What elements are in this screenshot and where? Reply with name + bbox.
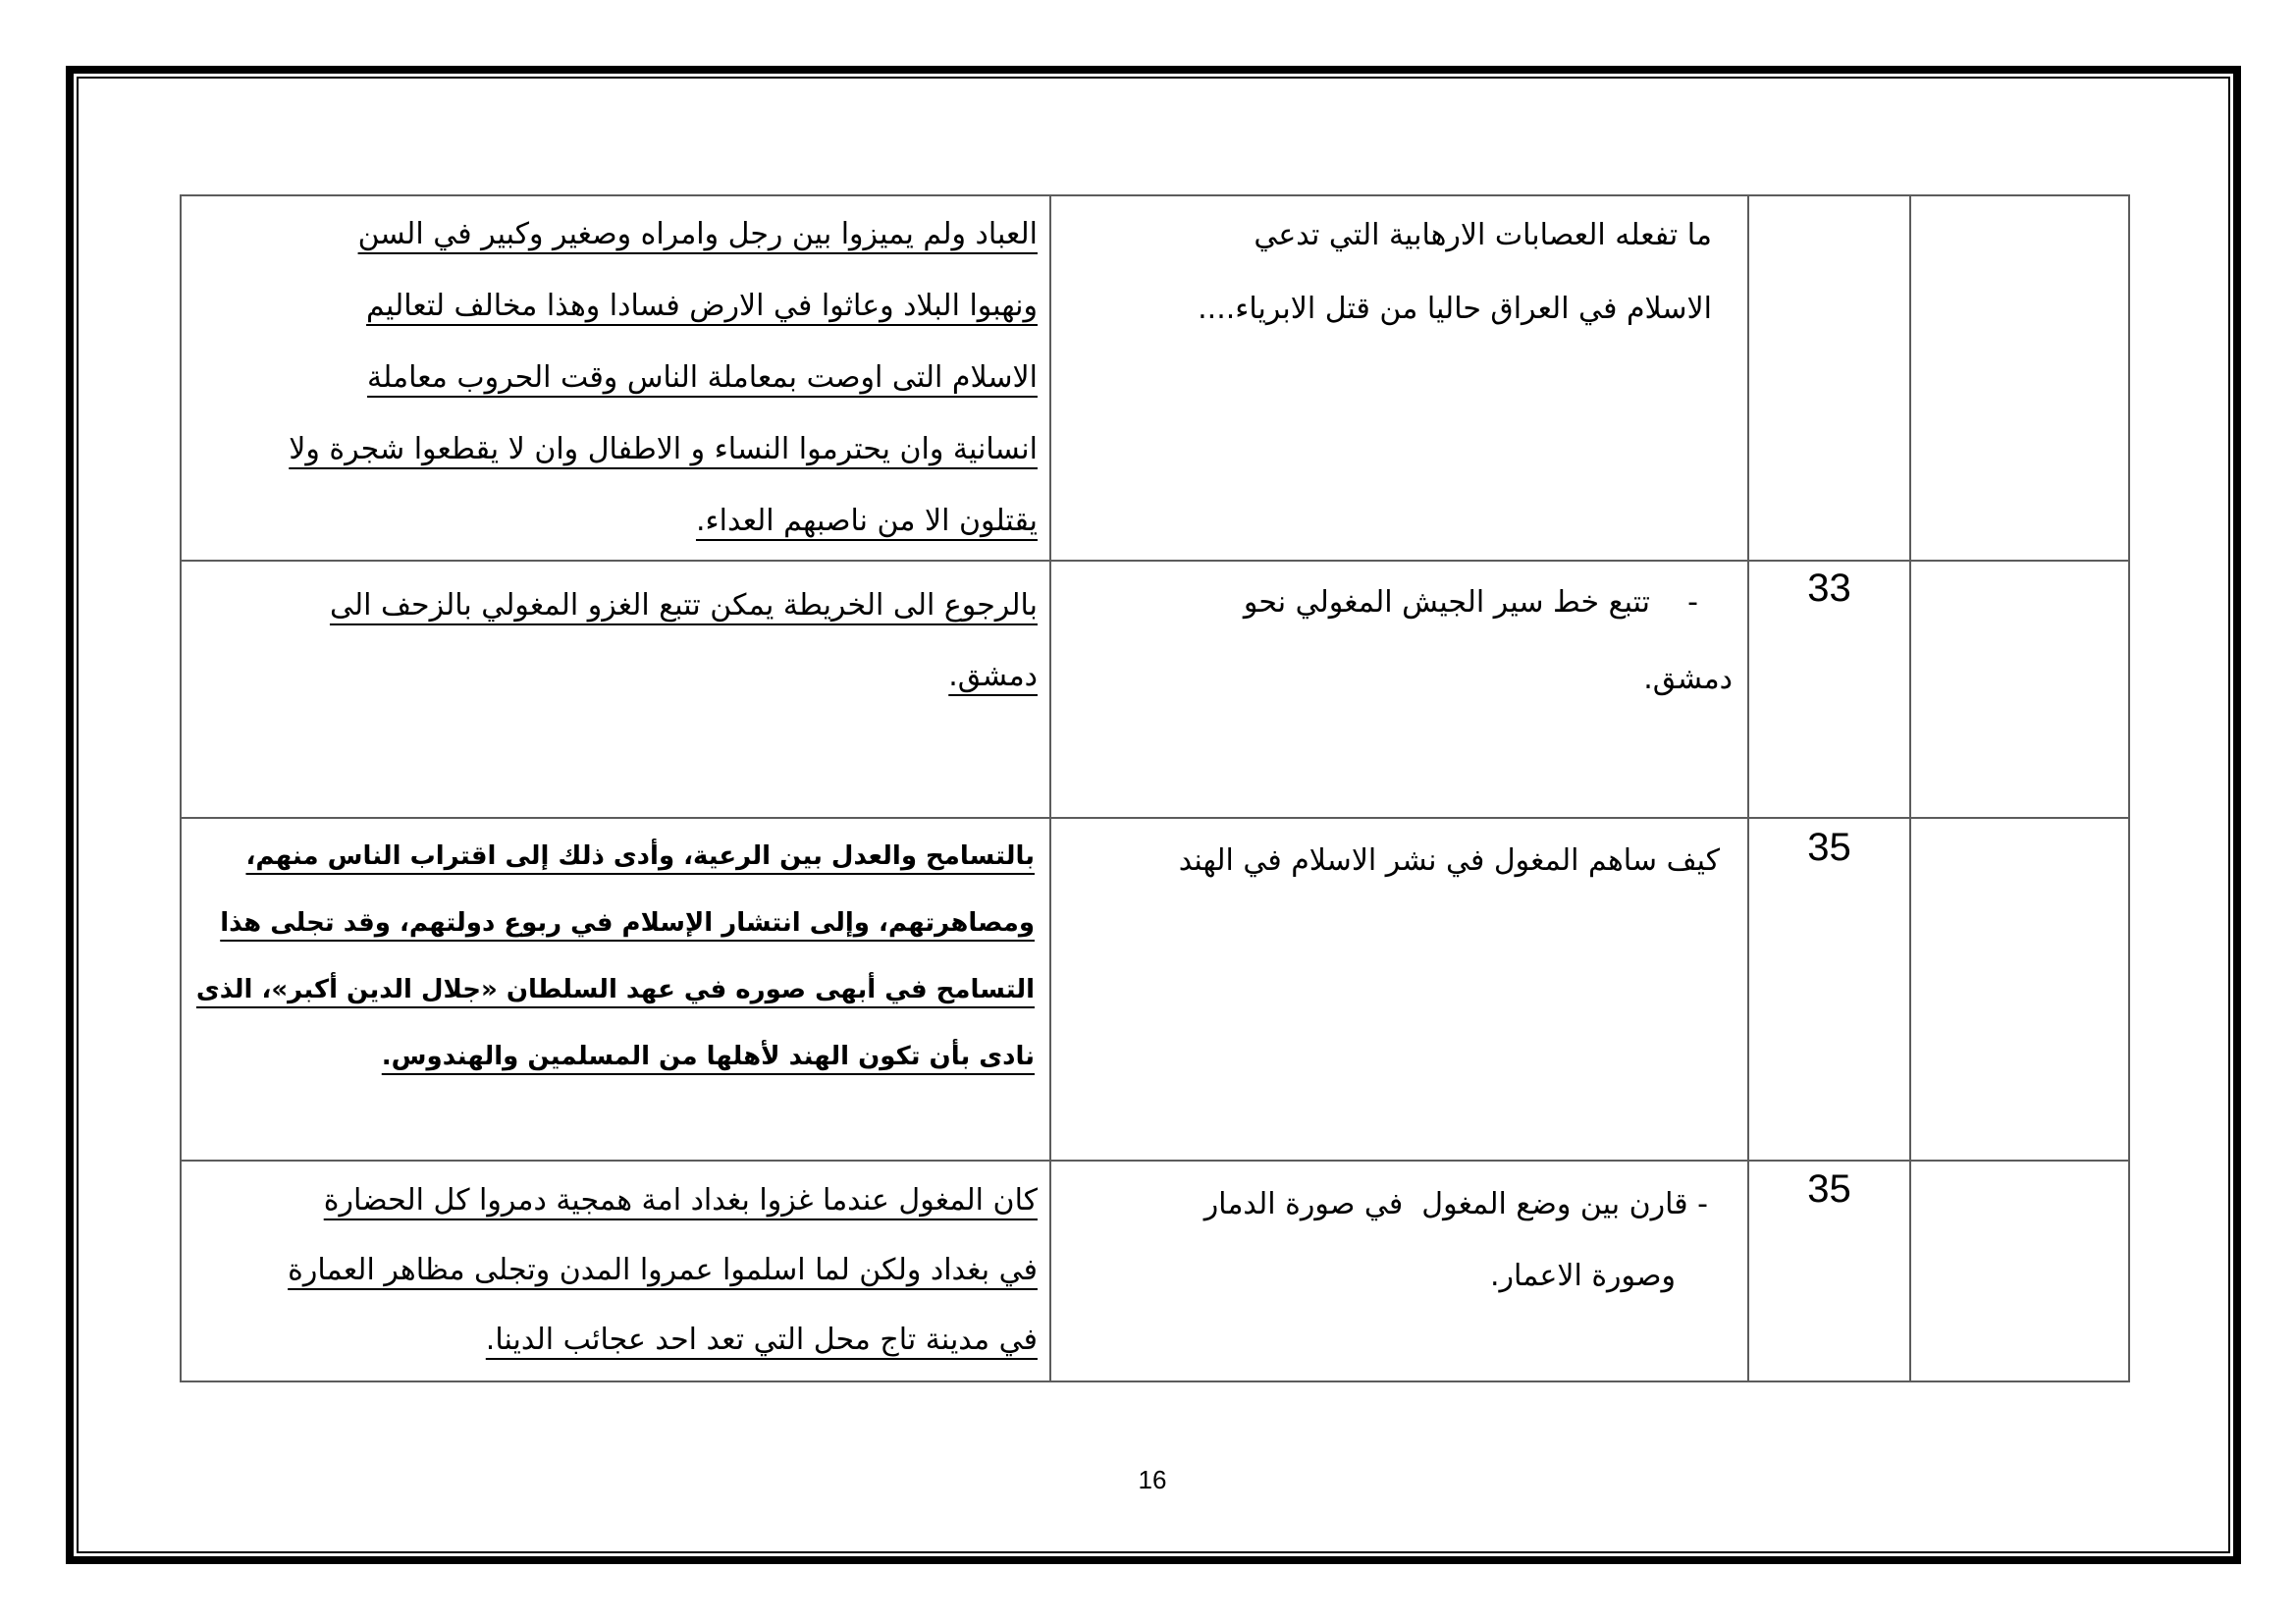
page-ref-cell xyxy=(1748,1161,1910,1381)
answer-line: في مدينة تاج محل التي تعد احد عجائب الدينا. xyxy=(485,1323,1038,1357)
page-ref-cell xyxy=(1748,818,1910,1161)
question-line: - تتبع خط سير الجيش المغولي نحو xyxy=(1243,585,1698,620)
question-line: - قارن بين وضع المغول في صورة الدمار xyxy=(1203,1187,1708,1221)
answer-line: يقتلون الا من ناصبهم العداء. xyxy=(695,504,1038,538)
page-ref-cell xyxy=(1748,561,1910,818)
blank-cell xyxy=(1910,561,2129,818)
answer-line: انسانية وان يحترموا النساء و الاطفال وان لا يقطعوا شجرة ولا xyxy=(289,432,1038,466)
question-line: دمشق. xyxy=(1643,662,1733,696)
answer-line: الاسلام التى اوصت بمعاملة الناس وقت الحروب معاملة xyxy=(367,360,1038,395)
page-ref: 33 xyxy=(1807,567,1851,610)
question-answer-table xyxy=(180,194,2130,1382)
table-row xyxy=(181,561,2129,818)
question-line: الاسلام في العراق حاليا من قتل الابرياء.... xyxy=(1198,292,1712,326)
page-ref: 35 xyxy=(1807,826,1851,869)
answer-line: ومصاهرتهم، وإلى انتشار الإسلام في ربوع دولتهم، وقد تجلى هذا xyxy=(220,908,1035,938)
question-line: وصورة الاعمار. xyxy=(1489,1259,1676,1293)
answer-cell xyxy=(181,1161,1050,1381)
page-number: 16 xyxy=(1138,1465,1167,1494)
question-line: كيف ساهم المغول في نشر الاسلام في الهند xyxy=(1178,843,1720,878)
answer-line: دمشق. xyxy=(948,659,1038,693)
page-ref: 35 xyxy=(1807,1167,1851,1211)
table-row xyxy=(181,195,2129,561)
question-cell xyxy=(1050,561,1748,818)
blank-cell xyxy=(1910,195,2129,561)
answer-line: ونهبوا البلاد وعاثوا في الارض فسادا وهذا مخالف لتعاليم xyxy=(366,289,1038,323)
answer-line: كان المغول عندما غزوا بغداد امة همجية دمروا كل الحضارة xyxy=(323,1183,1038,1218)
answer-line: التسامح في أبهى صوره في عهد السلطان «جلال الدين أكبر»، الذى xyxy=(195,975,1035,1004)
question-cell xyxy=(1050,818,1748,1161)
question-cell xyxy=(1050,195,1748,561)
answer-cell xyxy=(181,195,1050,561)
table-row xyxy=(181,1161,2129,1381)
answer-cell xyxy=(181,818,1050,1161)
blank-cell xyxy=(1910,1161,2129,1381)
page-ref-cell xyxy=(1748,195,1910,561)
table-row xyxy=(181,818,2129,1161)
answer-cell xyxy=(181,561,1050,818)
answer-line: في بغداد ولكن لما اسلموا عمروا المدن وتجلى مظاهر العمارة xyxy=(288,1253,1038,1287)
answer-line: نادى بأن تكون الهند لأهلها من المسلمين والهندوس. xyxy=(381,1042,1035,1071)
answer-line: بالرجوع الى الخريطة يمكن تتبع الغزو المغولي بالزحف الى xyxy=(329,588,1038,623)
answer-line: العباد ولم يميزوا بين رجل وامراه وصغير وكبير في السن xyxy=(357,217,1038,251)
blank-cell xyxy=(1910,818,2129,1161)
question-cell xyxy=(1050,1161,1748,1381)
answer-line: بالتسامح والعدل بين الرعية، وأدى ذلك إلى اقتراب الناس منهم، xyxy=(245,841,1035,871)
question-line: ما تفعله العصابات الارهابية التي تدعي xyxy=(1254,218,1712,252)
